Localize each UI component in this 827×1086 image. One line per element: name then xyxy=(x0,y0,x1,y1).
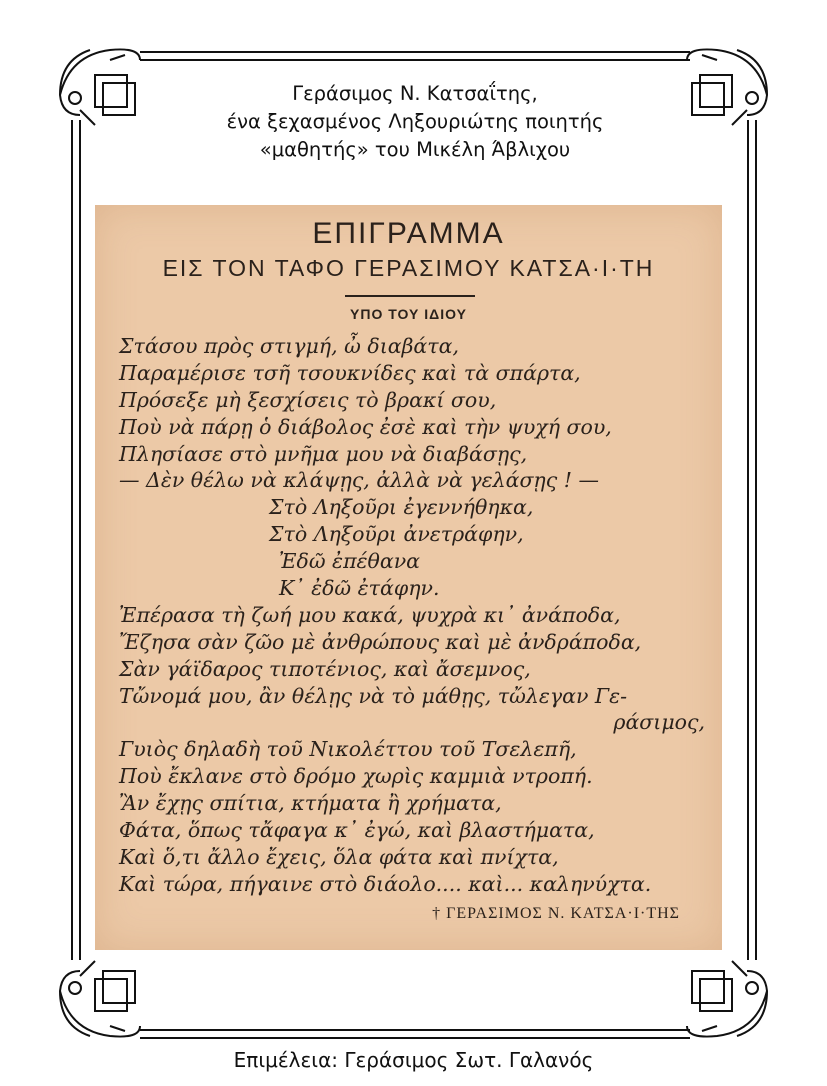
corner-ornament-bottom-left xyxy=(60,961,140,1037)
poem-line: Στὸ Ληξοῦρι ἀνετράφην, xyxy=(269,522,524,547)
title-rule xyxy=(345,295,475,297)
poem-line: Ποὺ ἔκλανε στὸ δρόμο χωρὶς καμμιὰ ντροπή. xyxy=(119,764,593,789)
poem-line: Ἐδῶ ἐπέθανα xyxy=(279,549,421,574)
poem-signature: † ΓΕΡΑΣΙΜΟΣ Ν. ΚΑΤΣΑ·Ι·ΤΗΣ xyxy=(432,905,680,922)
corner-ornament-top-right xyxy=(687,49,767,125)
clipping-subtitle: ΕΙΣ ΤΟΝ ΤΑΦΟ ΓΕΡΑΣΙΜΟΥ ΚΑΤΣΑ·Ι·ΤΗ xyxy=(162,255,655,281)
corner-ornament-top-left xyxy=(60,49,140,125)
poem-line: Τὤνομά μου, ἂν θέλῃς νὰ τὸ μάθῃς, τὤλεγαν Γε- xyxy=(119,683,628,708)
footer-credit: Επιμέλεια: Γεράσιμος Σωτ. Γαλανός xyxy=(233,1048,594,1072)
clipping-byline: ΥΠΟ ΤΟΥ ΙΔΙΟΥ xyxy=(350,306,467,322)
poem-line: Καὶ τώρα, πήγαινε στὸ διάολο.... καὶ... καληνύχτα. xyxy=(119,871,652,896)
poem-line: Ἔζησα σὰν ζῶο μὲ ἀνθρώπους καὶ μὲ ἀνδράποδα, xyxy=(119,629,642,654)
poem-line: Στὸ Ληξοῦρι ἐγεννήθηκα, xyxy=(269,495,534,520)
poem-line: Κ᾽ ἐδῶ ἐτάφην. xyxy=(279,576,440,601)
poem-line: Ἐπέρασα τὴ ζωή μου κακά, ψυχρὰ κι᾽ ἀνάποδα, xyxy=(119,602,621,627)
header-line-1: Γεράσιμος Ν. Κατσαΐτης, xyxy=(292,82,538,105)
poem-line: Ποὺ νὰ πάρῃ ὁ διάβολος ἐσὲ καὶ τὴν ψυχή σου, xyxy=(119,414,612,439)
poem-line: Καὶ ὅ,τι ἄλλο ἔχεις, ὅλα φάτα καὶ πνίχτα, xyxy=(119,844,559,869)
newspaper-clipping xyxy=(95,205,722,950)
page-header xyxy=(150,80,680,164)
poem-line: Παραμέρισε τσῆ τσουκνίδες καὶ τὰ σπάρτα, xyxy=(119,360,581,385)
poem-line: Πρόσεξε μὴ ξεσχίσεις τὸ βρακί σου, xyxy=(119,387,497,412)
clipping-title: ΕΠΙΓΡΑΜΜΑ xyxy=(312,217,505,250)
header-line-3: «μαθητής» του Μικέλη Άβλιχου xyxy=(259,138,571,161)
header-line-2: ένα ξεχασμένος Ληξουριώτης ποιητής xyxy=(226,110,604,133)
poem-line: Στάσου πρὸς στιγμή, ὦ διαβάτα, xyxy=(119,334,459,358)
poem xyxy=(119,333,709,898)
poem-line: ράσιμος, xyxy=(613,710,705,735)
poem-line: Πλησίασε στὸ μνῆμα μου νὰ διαβάσῃς, xyxy=(119,441,528,466)
poem-line: Σὰν γάϊδαρος τιποτένιος, καὶ ἄσεμνος, xyxy=(119,656,531,681)
poem-line: Φάτα, ὅπως τἄφαγα κ᾽ ἐγώ, καὶ βλαστήματα, xyxy=(119,818,595,843)
poem-line: — Δὲν θέλω νὰ κλάψῃς, ἀλλὰ νὰ γελάσῃς ! — xyxy=(119,468,599,493)
poem-line: Γυιὸς δηλαδὴ τοῦ Νικολέττου τοῦ Τσελεπῆ, xyxy=(119,737,577,762)
poem-line: Ἂν ἔχῃς σπίτια, κτήματα ἢ χρήματα, xyxy=(119,791,502,816)
corner-ornament-bottom-right xyxy=(687,961,767,1037)
